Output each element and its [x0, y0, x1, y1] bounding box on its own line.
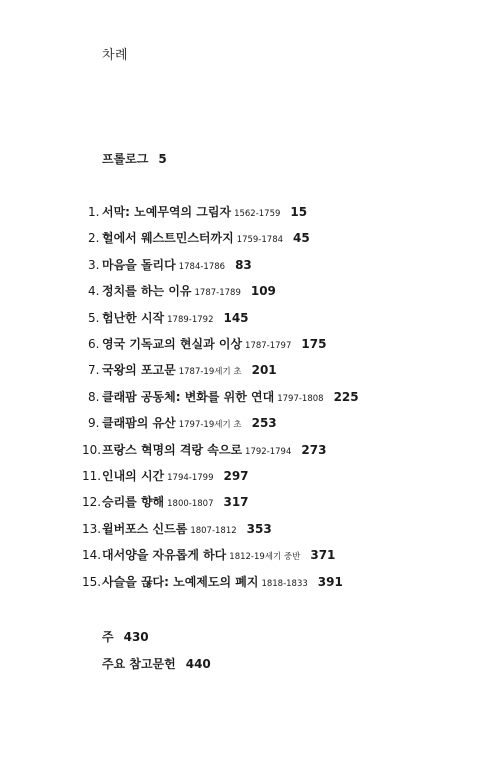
chapter-page-number: 391: [317, 574, 343, 589]
chapter-years: 1784-1786: [178, 261, 226, 272]
entry-title: 주: [102, 630, 114, 644]
chapter-years: 1797-19세기 초: [178, 420, 242, 431]
chapter-title: 헐에서 웨스트민스터까지: [102, 231, 234, 246]
chapter-entry[interactable]: [82, 467, 249, 485]
chapter-entry[interactable]: [88, 414, 277, 432]
chapter-page-number: 83: [235, 257, 252, 272]
chapter-entry[interactable]: [82, 441, 326, 459]
chapter-years: 1787-1789: [194, 288, 241, 299]
chapter-years: 1794-1799: [167, 473, 214, 483]
chapter-years: 1792-1794: [245, 446, 292, 457]
chapter-number: 10.: [82, 442, 102, 457]
entry-title: 프롤로그: [102, 152, 149, 166]
chapter-entry[interactable]: [82, 520, 272, 538]
chapter-number: 1.: [88, 205, 100, 219]
chapter-years: 1800-1807: [167, 499, 214, 510]
chapter-title: 프랑스 혁명의 격랑 속으로: [102, 442, 243, 457]
chapter-page-number: 15: [290, 205, 308, 219]
chapter-title: 사슬을 끊다: 노예제도의 폐지: [102, 574, 259, 589]
chapter-number: 2.: [88, 231, 100, 246]
chapter-entry[interactable]: [82, 546, 335, 564]
chapter-title: 클래팜 공동체: 변화를 위한 연대: [102, 389, 275, 404]
chapter-page-number: 109: [250, 284, 276, 299]
chapter-page-number: 175: [301, 337, 327, 351]
chapter-title: 정치를 하는 이유: [102, 284, 192, 299]
chapter-page-number: 253: [251, 416, 277, 431]
chapter-years: 1787-19세기 초: [178, 367, 242, 378]
chapter-entry[interactable]: [88, 388, 359, 406]
chapter-number: 5.: [88, 310, 100, 325]
chapter-page-number: 371: [310, 548, 336, 563]
chapter-number: 4.: [88, 284, 100, 299]
chapter-entry[interactable]: [82, 573, 343, 591]
chapter-title: 대서양을 자유롭게 하다: [102, 548, 227, 563]
chapter-title: 마음을 돌리다: [102, 257, 176, 272]
references-entry[interactable]: [102, 655, 211, 673]
chapter-number: 15.: [82, 574, 102, 589]
chapter-number: 14.: [82, 548, 102, 563]
chapter-number: 3.: [88, 257, 100, 272]
chapter-title: 영국 기독교의 현실과 이상: [102, 337, 243, 351]
chapter-title: 국왕의 포고문: [102, 363, 176, 378]
chapter-number: 9.: [88, 416, 100, 431]
chapter-years: 1812-19세기 중반: [229, 552, 301, 563]
chapter-page-number: 45: [293, 231, 310, 246]
chapter-number: 8.: [88, 389, 100, 404]
chapter-title: 인내의 시간: [102, 469, 165, 483]
chapter-entry[interactable]: [88, 361, 277, 379]
chapter-page-number: 317: [223, 495, 249, 510]
chapter-years: 1807-1812: [190, 525, 237, 536]
chapter-number: 12.: [82, 495, 102, 510]
prologue-entry[interactable]: [102, 150, 167, 168]
chapter-page-number: 145: [223, 310, 249, 325]
chapter-page-number: 353: [246, 521, 272, 536]
chapter-entry[interactable]: [88, 203, 307, 221]
chapter-title: 승리를 향해: [102, 495, 165, 510]
chapter-title: 클래팜의 유산: [102, 416, 176, 431]
chapter-number: 11.: [82, 469, 102, 483]
chapter-page-number: 225: [333, 389, 359, 404]
entry-page-number: 430: [123, 630, 149, 644]
chapter-entry[interactable]: [88, 282, 276, 300]
chapter-years: 1818-1833: [261, 578, 308, 589]
chapter-entry[interactable]: [88, 335, 326, 353]
chapter-years: 1562-1759: [234, 209, 281, 219]
chapter-title: 윌버포스 신드롬: [102, 521, 188, 536]
chapter-page-number: 201: [251, 363, 277, 378]
chapter-years: 1787-1797: [245, 341, 292, 351]
chapter-title: 서막: 노예무역의 그림자: [102, 205, 232, 219]
chapter-entry[interactable]: [88, 309, 249, 327]
chapter-number: 7.: [88, 363, 100, 378]
chapter-title: 험난한 시작: [102, 310, 165, 325]
chapter-page-number: 297: [223, 469, 249, 483]
chapter-entry[interactable]: [88, 229, 310, 247]
chapter-number: 13.: [82, 521, 102, 536]
chapter-page-number: 273: [301, 442, 327, 457]
chapter-years: 1797-1808: [277, 393, 324, 404]
entry-page-number: 440: [185, 657, 211, 671]
chapter-years: 1759-1784: [236, 235, 284, 246]
entry-page-number: 5: [158, 152, 167, 166]
chapter-entry[interactable]: [82, 493, 249, 511]
notes-entry[interactable]: [102, 628, 149, 646]
chapter-number: 6.: [88, 337, 100, 351]
chapter-entry[interactable]: [88, 256, 252, 274]
entry-title: 주요 참고문헌: [102, 657, 176, 671]
page-heading: 차례: [102, 48, 129, 63]
chapter-years: 1789-1792: [167, 314, 214, 325]
